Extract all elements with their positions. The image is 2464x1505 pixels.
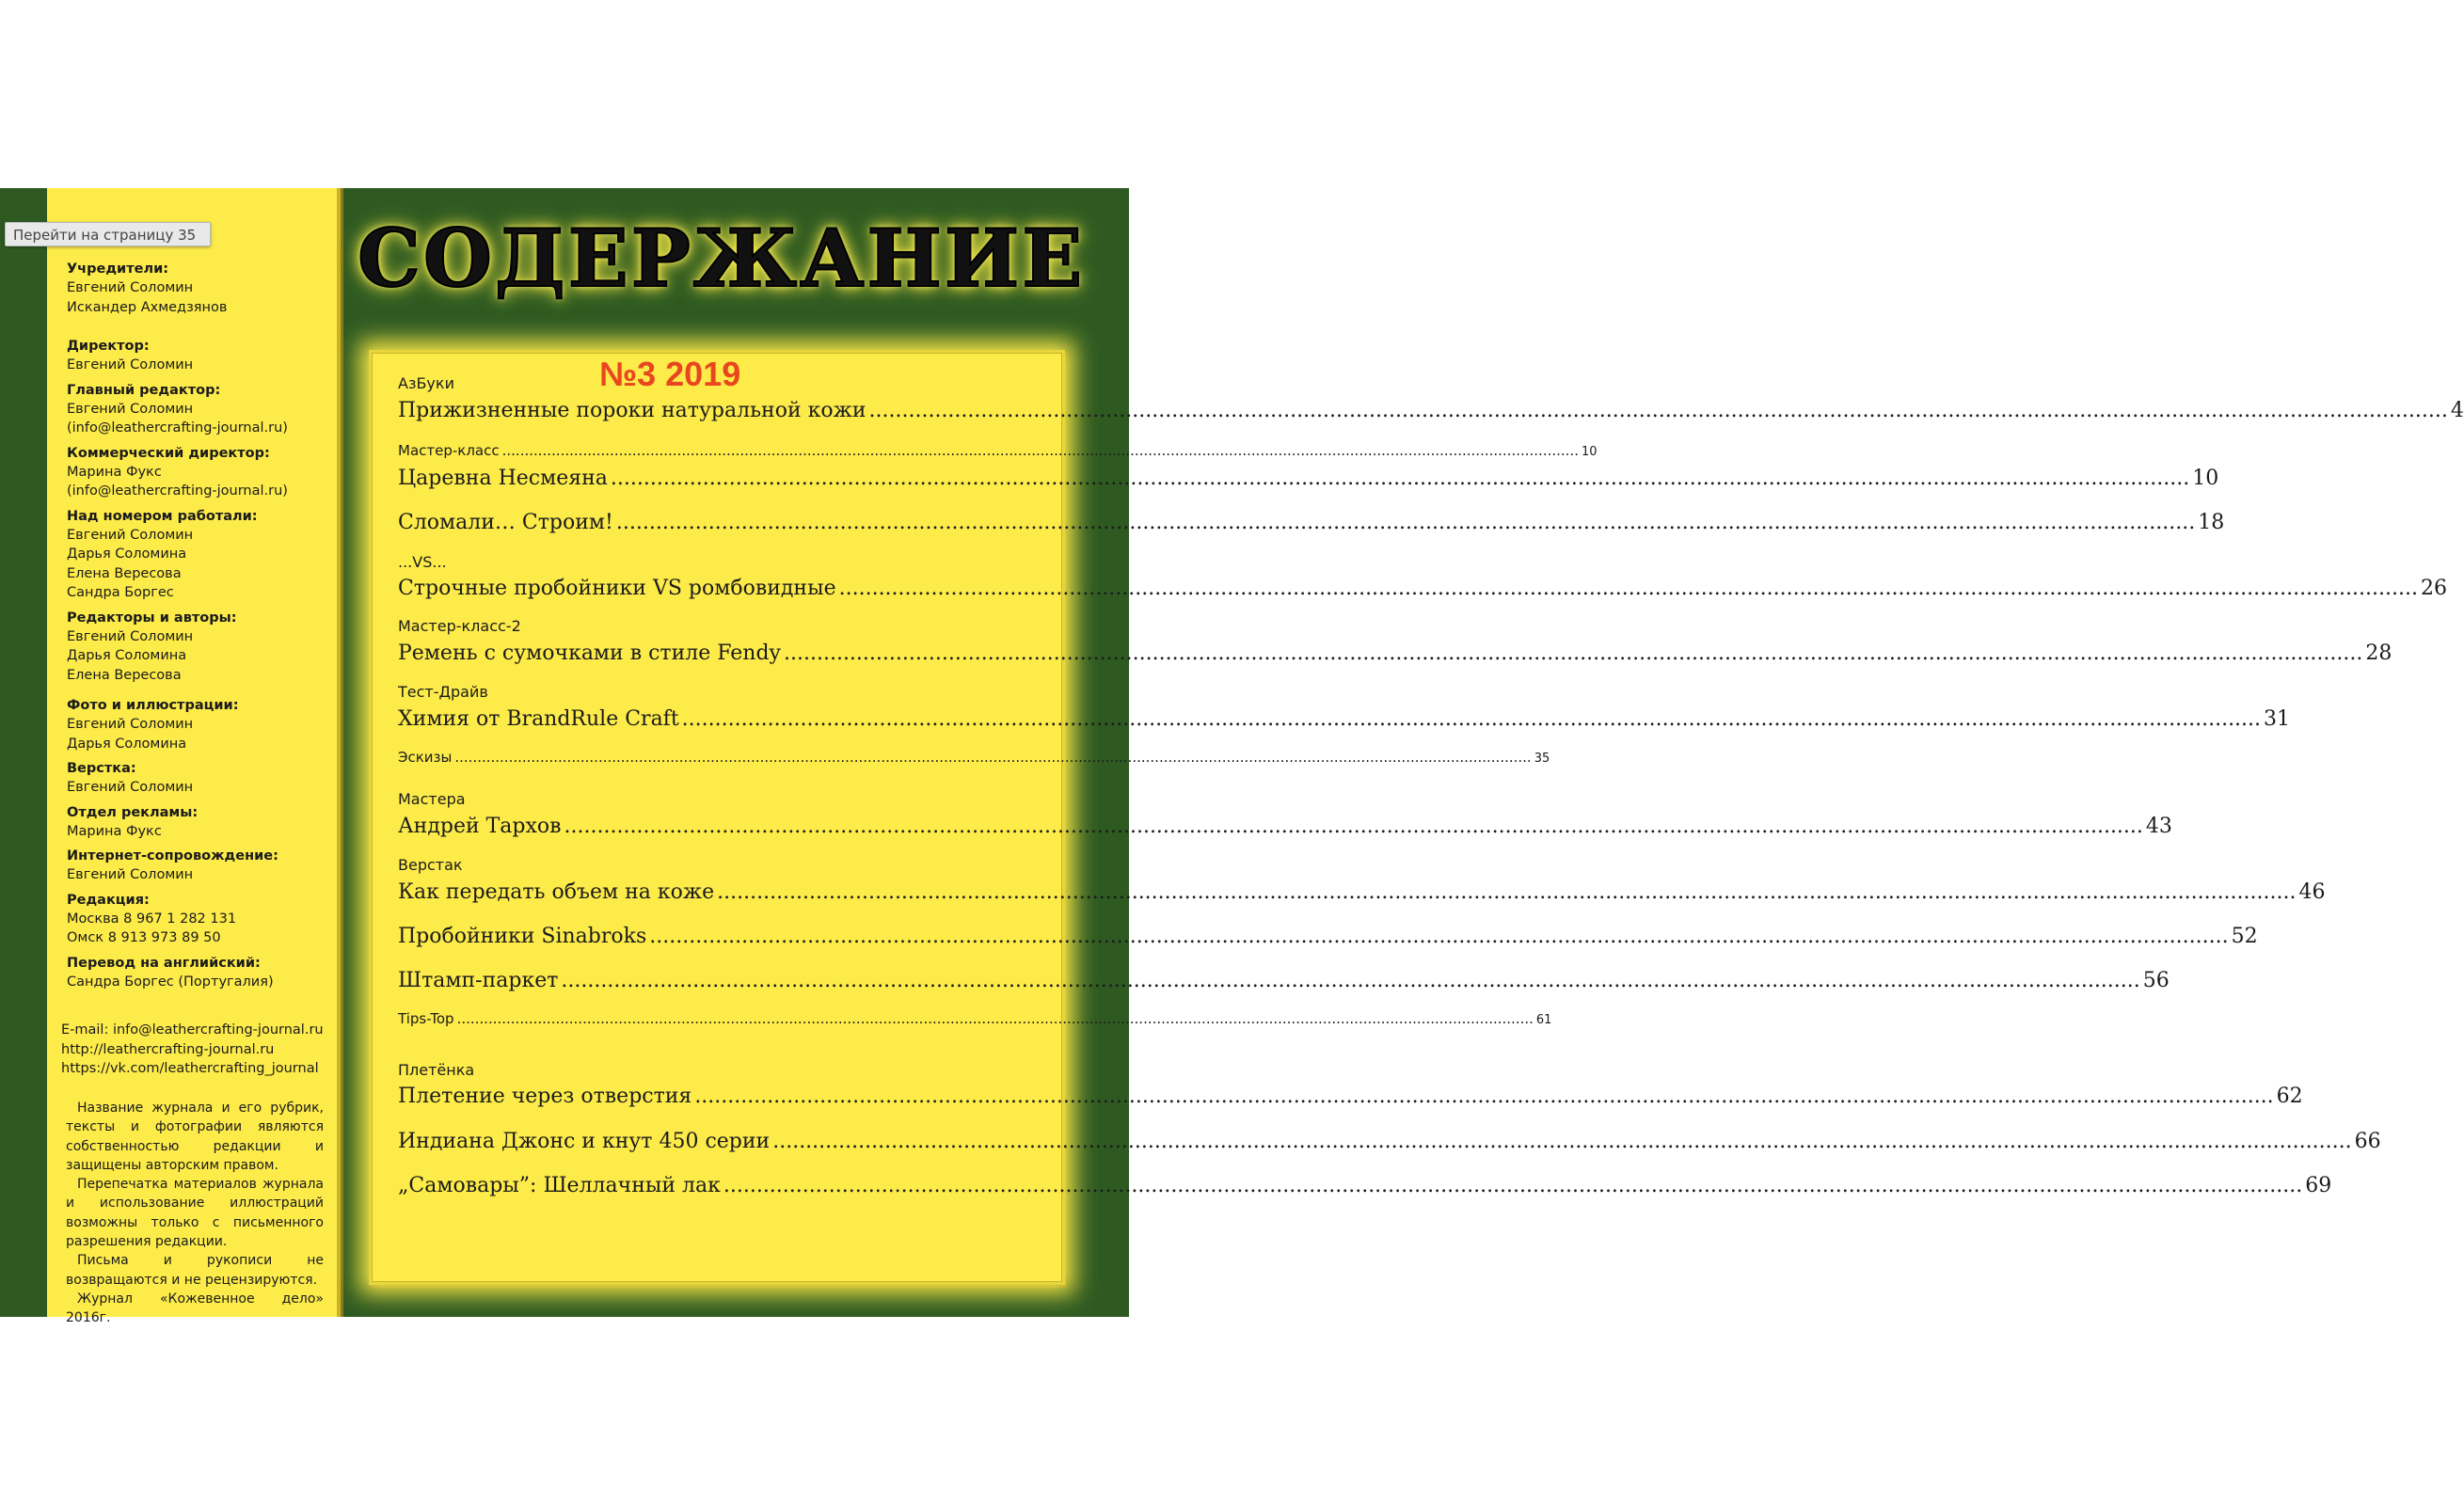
contact-site-link[interactable]: http://leathercrafting-journal.ru	[61, 1041, 275, 1057]
credit-role: Учредители:	[67, 261, 169, 277]
toc-entry-page: 43	[2145, 815, 2172, 838]
toc-entry-page: 62	[2276, 1085, 2303, 1108]
toc-leader-dots	[649, 925, 2228, 948]
toc-entry[interactable]	[398, 925, 2258, 948]
toc-entry-title: Царевна Несмеяна	[398, 467, 608, 490]
toc-entry-title: „Самовары”: Шеллачный лак	[398, 1174, 721, 1197]
toc-entry[interactable]	[398, 577, 2447, 600]
credit-role: Перевод на английский:	[67, 955, 261, 971]
toc-leader-dots	[457, 1010, 1534, 1027]
toc-section-label: Тест-Драйв	[398, 683, 488, 701]
credit-name: Омск 8 913 973 89 50	[67, 930, 221, 945]
credit-name: Дарья Соломина	[67, 736, 187, 752]
credit-group	[67, 696, 330, 753]
credit-name: Марина Фукс	[67, 464, 162, 480]
toc-leader-dots	[694, 1085, 2273, 1108]
toc-entry[interactable]	[398, 467, 2219, 490]
credit-group	[67, 381, 330, 438]
toc-section-label: ...VS...	[398, 553, 447, 571]
notice-paragraph: Перепечатка материалов журнала и использование иллюстраций возможны только с письменного разрешения редакции.	[66, 1177, 324, 1250]
toc-leader-dots	[611, 467, 2189, 490]
credit-group	[67, 260, 330, 317]
toc-entry-title: Индиана Джонс и кнут 450 серии	[398, 1130, 771, 1153]
toc-entry-page: 56	[2142, 969, 2170, 992]
credit-name: Елена Вересова	[67, 565, 182, 581]
toc-entry[interactable]	[398, 1174, 2332, 1197]
toc-leader-dots	[682, 707, 2261, 731]
toc-leader-dots	[564, 815, 2143, 838]
toc-entry-title: Прижизненные пороки натуральной кожи	[398, 399, 866, 422]
page-title: СОДЕРЖАНИЕ	[358, 212, 1086, 305]
toc-entry[interactable]	[398, 815, 2172, 838]
toc-section-label: Мастера	[398, 790, 466, 808]
credit-role: Директор:	[67, 339, 150, 354]
credit-role: Редакция:	[67, 892, 150, 908]
contacts-block	[61, 1021, 334, 1079]
credit-group	[67, 444, 330, 501]
toc-entry[interactable]	[398, 442, 1598, 459]
issue-number: №3 2019	[599, 355, 741, 393]
toc-entry[interactable]	[398, 642, 2392, 665]
toc-entry[interactable]	[398, 880, 2326, 904]
toc-entry-title: Мастер-класс	[398, 442, 500, 459]
toc-entry-title: Химия от BrandRule Craft	[398, 707, 679, 731]
credit-name: Москва 8 967 1 282 131	[67, 911, 237, 927]
credit-name: Евгений Соломин	[67, 780, 194, 795]
credit-name: Елена Вересова	[67, 667, 182, 683]
credit-group	[67, 891, 330, 948]
credit-role: Отдел рекламы:	[67, 804, 199, 820]
credit-role: Интернет-сопровождение:	[67, 848, 278, 863]
toc-leader-dots	[784, 642, 2362, 665]
toc-entry[interactable]	[398, 1010, 1552, 1027]
toc-section-label: АзБуки	[398, 374, 454, 392]
credit-role: Над номером работали:	[67, 508, 258, 524]
credit-role: Коммерческий директор:	[67, 445, 270, 461]
toc-entry-page: 52	[2231, 925, 2258, 948]
goto-page-tooltip[interactable]: Перейти на страницу 35	[5, 222, 211, 246]
toc-leader-dots	[717, 880, 2296, 904]
toc-entry[interactable]	[398, 707, 2291, 731]
toc-section-label: Плетёнка	[398, 1061, 475, 1079]
credit-group	[67, 803, 330, 842]
credit-name: Сандра Боргес (Португалия)	[67, 974, 274, 990]
toc-section-label: Мастер-класс-2	[398, 617, 521, 635]
toc-leader-dots	[839, 577, 2418, 600]
credit-group	[67, 609, 330, 686]
toc-leader-dots	[502, 442, 1579, 459]
credit-group	[67, 847, 330, 885]
notice-paragraph: Письма и рукописи не возвращаются и не рецензируются.	[66, 1253, 324, 1288]
toc-entry[interactable]	[398, 1130, 2381, 1153]
credit-group	[67, 954, 330, 992]
toc-entry-page: 35	[1534, 752, 1550, 766]
toc-entry-title: Штамп-паркет	[398, 969, 559, 992]
toc-leader-dots	[561, 969, 2139, 992]
toc-entry-page: 28	[2365, 642, 2392, 665]
notice-paragraph: Название журнала и его рубрик, тексты и фотографии являются собственностью редакции и защищены авторским правом.	[66, 1101, 324, 1173]
toc-entry-title: Пробойники Sinabroks	[398, 925, 647, 948]
toc-entry-page: 31	[2264, 707, 2291, 731]
toc-entry-title: Строчные пробойники VS ромбовидные	[398, 577, 836, 600]
copyright-notice	[66, 1099, 324, 1328]
credit-name: Евгений Соломин	[67, 401, 194, 417]
credit-name: (info@leathercrafting-journal.ru)	[67, 420, 288, 436]
toc-entry-page: 61	[1535, 1013, 1552, 1027]
toc-entry[interactable]	[398, 1085, 2303, 1108]
toc-entry-title: Как передать объем на коже	[398, 880, 715, 904]
credit-name: Марина Фукс	[67, 823, 162, 839]
toc-entry[interactable]	[398, 399, 2464, 422]
credits-list	[67, 260, 330, 991]
credit-name: Евгений Соломин	[67, 527, 194, 543]
magazine-page	[0, 188, 2464, 1326]
credit-name: Дарья Соломина	[67, 547, 187, 562]
toc-leader-dots	[723, 1174, 2302, 1197]
toc-leader-dots	[772, 1130, 2351, 1153]
credit-name: Евгений Соломин	[67, 628, 194, 644]
toc-entry-page: 69	[2305, 1174, 2332, 1197]
toc-entry-page: 46	[2298, 880, 2326, 904]
toc-entry-title: Эскизы	[398, 749, 453, 766]
credit-group	[67, 507, 330, 603]
toc-entry-page: 26	[2420, 577, 2447, 600]
credit-name: Евгений Соломин	[67, 357, 194, 372]
toc-entry-page: 10	[1581, 445, 1598, 459]
credit-name: Евгений Соломин	[67, 280, 194, 295]
toc-entry-title: Ремень с сумочками в стиле Fendy	[398, 642, 781, 665]
credit-name: Сандра Боргес	[67, 585, 174, 600]
credit-name: (info@leathercrafting-journal.ru)	[67, 483, 288, 499]
contact-email: E-mail: info@leathercrafting-journal.ru	[61, 1022, 324, 1038]
credit-role: Фото и иллюстрации:	[67, 698, 239, 713]
credit-name: Евгений Соломин	[67, 717, 194, 732]
toc-entry[interactable]	[398, 511, 2225, 534]
credit-role: Главный редактор:	[67, 382, 221, 398]
toc-entry-page: 10	[2192, 467, 2219, 490]
toc-section-label: Верстак	[398, 856, 463, 874]
toc-entry-page: 66	[2354, 1130, 2381, 1153]
toc-leader-dots	[869, 399, 2448, 422]
contact-vk-link[interactable]: https://vk.com/leathercrafting_journal	[61, 1061, 319, 1076]
credit-group	[67, 759, 330, 798]
credit-role: Редакторы и авторы:	[67, 610, 237, 626]
credit-name: Евгений Соломин	[67, 867, 194, 882]
toc-entry-title: Андрей Тархов	[398, 815, 562, 838]
toc-entry-page: 4	[2450, 399, 2464, 422]
toc-entry[interactable]	[398, 969, 2170, 992]
toc-leader-dots	[616, 511, 2195, 534]
credit-name: Искандер Ахмедзянов	[67, 299, 228, 315]
toc-entry-page: 18	[2198, 511, 2225, 534]
credit-role: Верстка:	[67, 761, 136, 776]
credit-name: Дарья Соломина	[67, 648, 187, 663]
credit-group	[67, 337, 330, 375]
toc-leader-dots	[454, 749, 1531, 766]
toc-entry[interactable]	[398, 749, 1550, 766]
toc-entry-title: Сломали… Строим!	[398, 511, 613, 534]
notice-paragraph: Журнал «Кожевенное дело» 2016г.	[66, 1291, 324, 1326]
toc-entry-title: Плетение через отверстия	[398, 1085, 692, 1108]
toc-entry-title: Tips-Top	[398, 1010, 454, 1027]
